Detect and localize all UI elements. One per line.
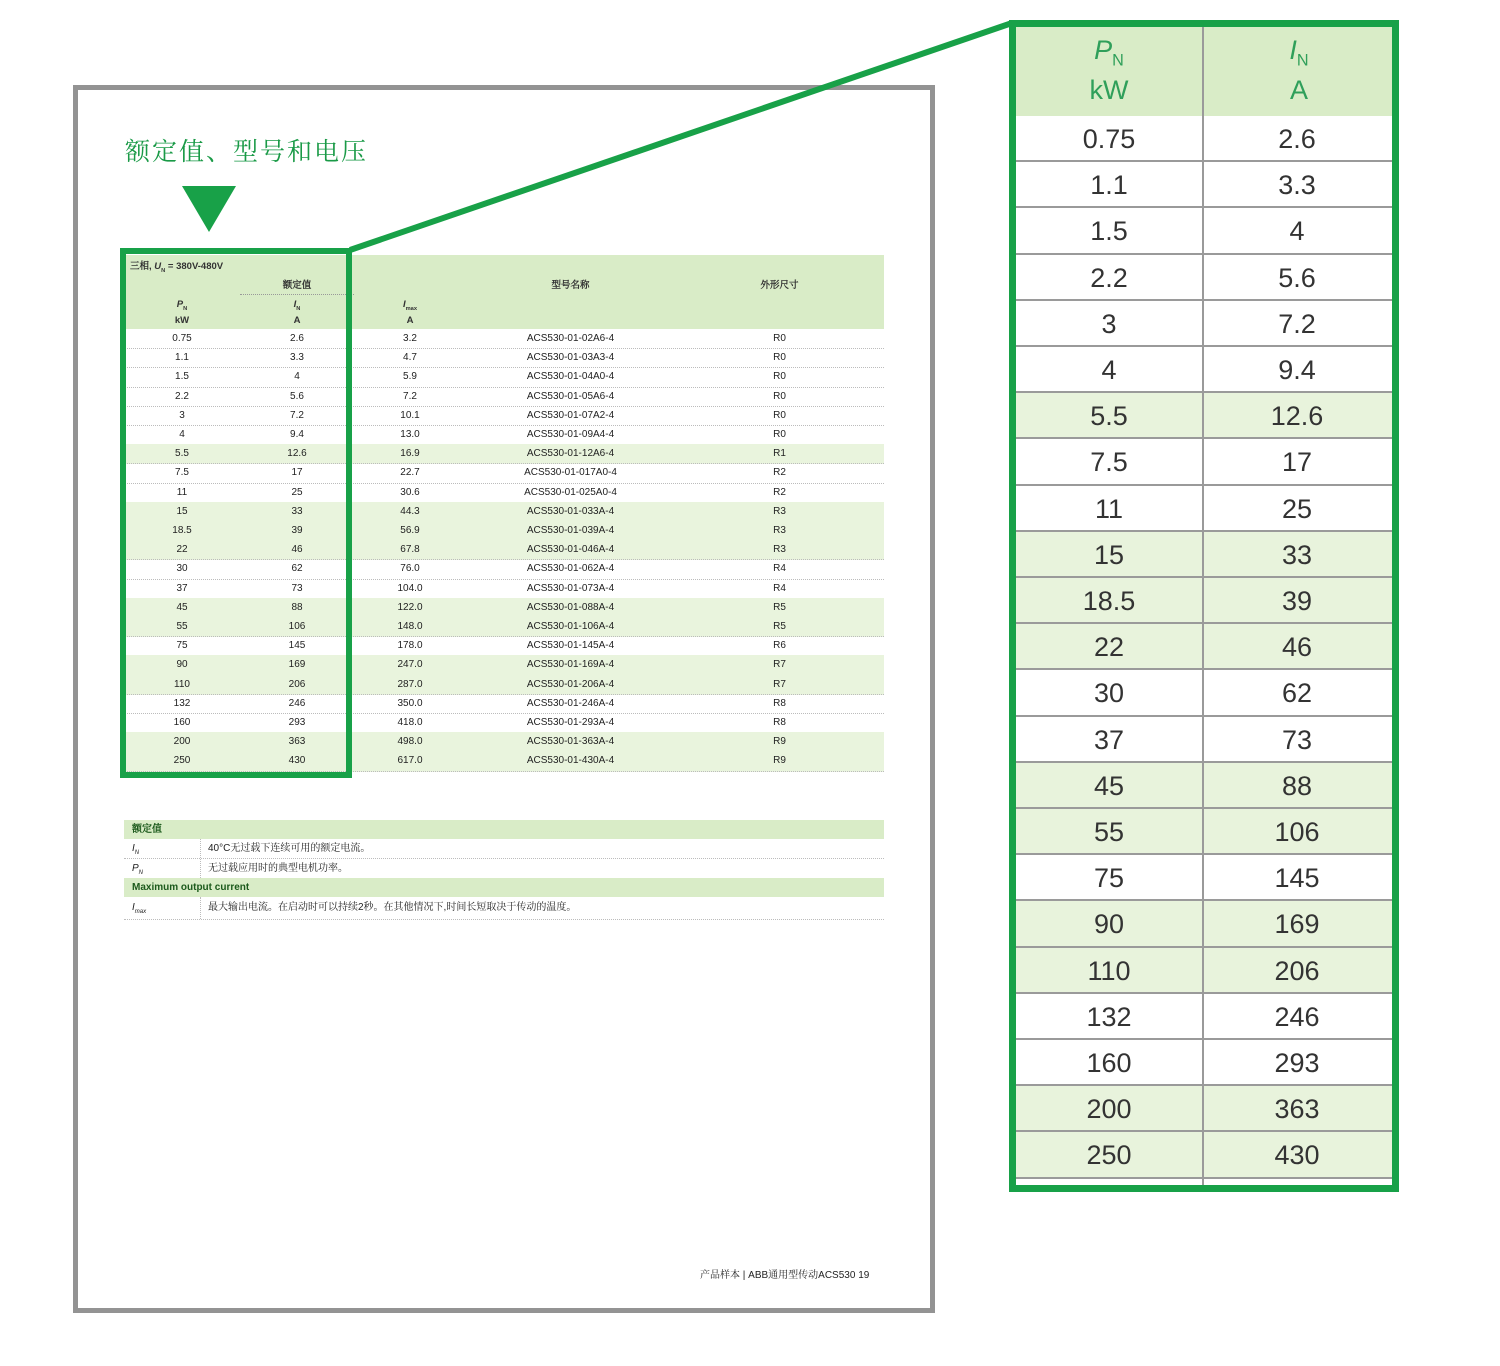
- zoom-cell-pn: 1.5: [1090, 216, 1128, 247]
- cell-model: ACS530-01-430A-4: [526, 755, 615, 767]
- cell-in: 3.3: [290, 352, 304, 364]
- cell-model: ACS530-01-169A-4: [526, 659, 615, 671]
- cell-frame: R9: [773, 755, 786, 767]
- zoom-table-row: [1016, 763, 1392, 809]
- zoom-cell-in: 4: [1289, 216, 1305, 247]
- cell-model: ACS530-01-145A-4: [526, 640, 615, 652]
- cell-imax: 122.0: [397, 601, 423, 613]
- cell-frame: R2: [773, 467, 786, 479]
- cell-pn: 110: [174, 678, 190, 690]
- cell-pn: 1.5: [175, 371, 189, 383]
- cell-model: ACS530-01-039A-4: [526, 525, 615, 536]
- cell-model: ACS530-01-07A2-4: [526, 409, 615, 421]
- zoom-cell-in: 363: [1274, 1094, 1320, 1125]
- cell-model: ACS530-01-106A-4: [526, 621, 615, 632]
- zoom-table-row: [1016, 347, 1392, 393]
- cell-pn: 200: [173, 736, 191, 748]
- legend-symbol: $P_N$: [132, 863, 144, 876]
- zoom-table: [1009, 20, 1399, 1192]
- zoom-table-row: [1016, 486, 1392, 532]
- zoom-cell-in: 17: [1281, 447, 1313, 478]
- cell-pn: 22: [176, 544, 188, 556]
- cell-pn: 55: [176, 621, 188, 632]
- zoom-cell-pn: 37: [1093, 724, 1125, 755]
- cell-in: 145: [288, 640, 306, 652]
- zoom-cell-in: 5.6: [1278, 262, 1316, 293]
- cell-model: ACS530-01-033A-4: [526, 505, 615, 517]
- cell-imax: 13.0: [400, 429, 420, 440]
- zoom-table-row: [1016, 901, 1392, 947]
- header-imax: $I_{max}$ A: [402, 299, 418, 326]
- cell-imax: 104.0: [397, 582, 423, 594]
- zoom-cell-pn: 45: [1093, 770, 1125, 801]
- cell-in: 62: [291, 563, 303, 575]
- zoom-cell-in: 33: [1281, 539, 1313, 570]
- cell-pn: 4: [179, 429, 185, 440]
- cell-in: 2.6: [290, 333, 304, 344]
- zoom-table-row: [1016, 1132, 1392, 1178]
- cell-frame: R0: [773, 333, 786, 344]
- cell-in: 246: [288, 697, 306, 709]
- page-footer: 产品样本 | ABB通用型传动ACS530 19: [700, 1270, 870, 1281]
- cell-pn: 18.5: [172, 525, 192, 536]
- cell-in: 33: [291, 505, 303, 517]
- zoom-table-row: [1016, 855, 1392, 901]
- zoom-table-row: [1016, 255, 1392, 301]
- zoom-cell-pn: 0.75: [1082, 124, 1136, 154]
- cell-frame: R3: [773, 544, 786, 556]
- legend-symbol: $I_{max}$: [132, 902, 147, 915]
- cell-imax: 287.0: [397, 678, 423, 690]
- cell-pn: 15: [176, 505, 188, 517]
- zoom-table-row: [1016, 1040, 1392, 1086]
- zoom-cell-pn: 7.5: [1090, 447, 1128, 478]
- zoom-table-row: [1016, 116, 1392, 162]
- zoom-cell-pn: 5.5: [1090, 401, 1128, 432]
- cell-frame: R0: [773, 429, 786, 440]
- cell-model: ACS530-01-05A6-4: [526, 390, 615, 402]
- zoom-table-row: [1016, 532, 1392, 578]
- cell-model: ACS530-01-04A0-4: [526, 371, 615, 383]
- cell-imax: 178.0: [397, 640, 423, 652]
- table-caption: 三相, $U_N = 380V-480V$: [130, 261, 224, 274]
- cell-frame: R5: [773, 601, 786, 613]
- cell-frame: R8: [773, 717, 786, 728]
- cell-pn: 37: [176, 582, 188, 594]
- zoom-cell-in: 46: [1281, 632, 1313, 663]
- zoom-cell-pn: 1.1: [1090, 170, 1128, 201]
- legend-divider: [200, 839, 202, 858]
- cell-model: ACS530-01-293A-4: [526, 717, 615, 728]
- cell-in: 9.4: [290, 429, 304, 440]
- zoom-cell-in: 246: [1274, 1001, 1320, 1032]
- cell-imax: 3.2: [403, 333, 417, 344]
- cell-in: 17: [291, 467, 303, 479]
- zoom-cell-pn: 55: [1093, 817, 1125, 847]
- cell-frame: R0: [773, 352, 786, 364]
- cell-in: 7.2: [290, 409, 304, 421]
- zoom-cell-pn: 18.5: [1082, 586, 1136, 616]
- zoom-cell-in: 73: [1281, 724, 1313, 755]
- cell-pn: 132: [173, 697, 191, 709]
- zoom-cell-pn: 22: [1093, 632, 1125, 663]
- legend-row-imax: [124, 897, 884, 920]
- zoom-cell-pn: 75: [1093, 863, 1125, 894]
- cell-pn: 1.1: [175, 352, 189, 364]
- zoom-cell-in: 39: [1281, 586, 1313, 616]
- cell-imax: 148.0: [397, 621, 423, 632]
- cell-model: ACS530-01-073A-4: [526, 582, 615, 594]
- cell-model: ACS530-01-09A4-4: [526, 429, 615, 440]
- cell-imax: 10.1: [400, 409, 420, 421]
- cell-pn: 0.75: [172, 333, 192, 344]
- cell-model: ACS530-01-03A3-4: [526, 352, 615, 364]
- zoom-cell-in: 88: [1281, 770, 1313, 801]
- cell-imax: 22.7: [400, 467, 420, 479]
- cell-frame: R0: [773, 371, 786, 383]
- cell-frame: R8: [773, 697, 786, 709]
- cell-model: ACS530-01-025A0-4: [524, 486, 617, 498]
- cell-pn: 90: [176, 659, 188, 671]
- cell-model: ACS530-01-02A6-4: [526, 333, 615, 344]
- zoom-table-row: [1016, 624, 1392, 670]
- cell-in: 12.6: [287, 448, 307, 460]
- zoom-cell-pn: 110: [1087, 955, 1131, 986]
- cell-imax: 44.3: [400, 505, 420, 517]
- legend-description: 最大输出电流。在启动时可以持续2秒。在其他情况下,时间长短取决于传动的温度。: [208, 902, 577, 913]
- zoom-column-divider: [1202, 27, 1204, 1185]
- zoom-cell-pn: 160: [1086, 1048, 1132, 1078]
- cell-in: 4: [294, 371, 300, 383]
- cell-in: 106: [288, 621, 306, 632]
- zoom-header-pn: $P_N$ kW: [1089, 35, 1129, 106]
- cell-in: 363: [288, 736, 306, 748]
- cell-pn: 7.5: [175, 467, 189, 479]
- zoom-cell-in: 9.4: [1278, 355, 1316, 385]
- legend-section-max-current: Maximum output current: [124, 878, 884, 897]
- cell-frame: R5: [773, 621, 786, 632]
- cell-in: 73: [291, 582, 303, 594]
- zoom-cell-in: 2.6: [1278, 124, 1316, 154]
- zoom-cell-pn: 200: [1086, 1094, 1132, 1125]
- zoom-cell-in: 430: [1274, 1140, 1320, 1171]
- cell-imax: 67.8: [400, 544, 420, 556]
- legend-description: 40°C无过载下连续可用的额定电流。: [208, 843, 371, 854]
- legend-description: 无过载应用时的典型电机功率。: [208, 863, 348, 874]
- cell-imax: 247.0: [397, 659, 423, 671]
- cell-in: 5.6: [290, 390, 304, 402]
- cell-model: ACS530-01-017A0-4: [524, 467, 617, 479]
- zoom-cell-pn: 4: [1101, 355, 1117, 385]
- zoom-header-in: $I_N$ A: [1289, 35, 1309, 106]
- zoom-table-header: [1016, 27, 1392, 116]
- zoom-table-row: [1016, 162, 1392, 208]
- zoom-table-row: [1016, 393, 1392, 439]
- legend-symbol: $I_N$: [132, 843, 140, 856]
- cell-frame: R4: [773, 563, 786, 575]
- cell-pn: 45: [176, 601, 188, 613]
- section-heading: 额定值、型号和电压: [125, 138, 369, 166]
- header-frame: 外形尺寸: [760, 280, 799, 291]
- cell-model: ACS530-01-046A-4: [526, 544, 615, 556]
- cell-frame: R3: [773, 505, 786, 517]
- cell-imax: 617.0: [397, 755, 423, 767]
- group-header-ratings: 额定值: [240, 280, 354, 295]
- zoom-cell-in: 145: [1274, 863, 1320, 894]
- zoom-table-row: [1016, 670, 1392, 716]
- cell-imax: 56.9: [400, 525, 420, 536]
- cell-in: 293: [288, 717, 306, 728]
- zoom-cell-pn: 3: [1101, 308, 1117, 339]
- legend-divider: [200, 859, 202, 878]
- header-pn: $P_N$ kW: [174, 299, 190, 326]
- cell-pn: 75: [176, 640, 188, 652]
- zoom-table-row: [1016, 717, 1392, 763]
- zoom-table-row: [1016, 809, 1392, 855]
- cell-imax: 76.0: [400, 563, 420, 575]
- cell-imax: 5.9: [403, 371, 417, 383]
- highlight-box: [120, 248, 352, 778]
- legend-divider: [200, 897, 202, 919]
- cell-frame: R9: [773, 736, 786, 748]
- zoom-table-row: [1016, 301, 1392, 347]
- cell-imax: 30.6: [400, 486, 420, 498]
- legend-section-ratings: 额定值: [124, 820, 884, 839]
- zoom-cell-in: 293: [1274, 1048, 1320, 1078]
- zoom-cell-pn: 90: [1093, 909, 1125, 940]
- zoom-cell-in: 62: [1281, 678, 1313, 709]
- header-in: $I_N$ A: [293, 299, 301, 326]
- cell-frame: R2: [773, 486, 786, 498]
- zoom-cell-in: 106: [1274, 817, 1320, 847]
- cell-imax: 4.7: [403, 352, 417, 364]
- zoom-cell-in: 12.6: [1270, 401, 1324, 432]
- cell-model: ACS530-01-206A-4: [526, 678, 615, 690]
- legend-row-in: [124, 839, 884, 859]
- zoom-table-row: [1016, 208, 1392, 254]
- cell-frame: R0: [773, 390, 786, 402]
- cell-pn: 5.5: [175, 448, 189, 460]
- cell-frame: R1: [773, 448, 786, 460]
- cell-imax: 350.0: [397, 697, 423, 709]
- cell-imax: 418.0: [397, 717, 423, 728]
- cell-model: ACS530-01-088A-4: [526, 601, 615, 613]
- cell-in: 39: [291, 525, 303, 536]
- cell-frame: R6: [773, 640, 786, 652]
- cell-pn: 250: [173, 755, 191, 767]
- legend-row-pn: [124, 859, 884, 879]
- cell-model: ACS530-01-12A6-4: [526, 448, 615, 460]
- zoom-cell-pn: 250: [1086, 1140, 1132, 1171]
- cell-imax: 16.9: [400, 448, 420, 460]
- cell-in: 46: [291, 544, 303, 556]
- zoom-table-row: [1016, 439, 1392, 485]
- cell-frame: R7: [773, 659, 786, 671]
- cell-model: ACS530-01-246A-4: [526, 697, 615, 709]
- zoom-cell-pn: 132: [1086, 1001, 1132, 1032]
- zoom-cell-in: 169: [1274, 909, 1320, 940]
- cell-imax: 498.0: [397, 736, 423, 748]
- zoom-cell-in: 3.3: [1278, 170, 1316, 201]
- cell-frame: R7: [773, 678, 786, 690]
- cell-imax: 7.2: [403, 390, 417, 402]
- zoom-table-row: [1016, 1086, 1392, 1132]
- cell-in: 430: [288, 755, 306, 767]
- cell-pn: 160: [173, 717, 191, 728]
- zoom-cell-pn: 15: [1093, 539, 1125, 570]
- cell-frame: R4: [773, 582, 786, 594]
- cell-in: 206: [288, 678, 306, 690]
- zoom-table-row: [1016, 948, 1392, 994]
- cell-model: ACS530-01-363A-4: [526, 736, 615, 748]
- zoom-cell-pn: 11: [1094, 493, 1124, 524]
- cell-model: ACS530-01-062A-4: [526, 563, 615, 575]
- cell-in: 169: [288, 659, 306, 671]
- cell-frame: R3: [773, 525, 786, 536]
- zoom-table-row: [1016, 994, 1392, 1040]
- zoom-table-row: [1016, 578, 1392, 624]
- cell-pn: 3: [179, 409, 185, 421]
- cell-in: 25: [291, 486, 303, 498]
- cell-pn: 2.2: [175, 390, 189, 402]
- arrow-down-icon: [182, 186, 236, 232]
- zoom-cell-pn: 2.2: [1090, 262, 1128, 293]
- header-model: 型号名称: [551, 280, 590, 291]
- cell-pn: 30: [176, 563, 188, 575]
- zoom-cell-pn: 30: [1093, 678, 1125, 709]
- cell-pn: 11: [176, 486, 188, 498]
- zoom-cell-in: 206: [1274, 955, 1320, 986]
- zoom-cell-in: 7.2: [1278, 308, 1316, 339]
- cell-frame: R0: [773, 409, 786, 421]
- connector-line: [350, 23, 1012, 250]
- cell-in: 88: [291, 601, 303, 613]
- zoom-cell-in: 25: [1281, 493, 1313, 524]
